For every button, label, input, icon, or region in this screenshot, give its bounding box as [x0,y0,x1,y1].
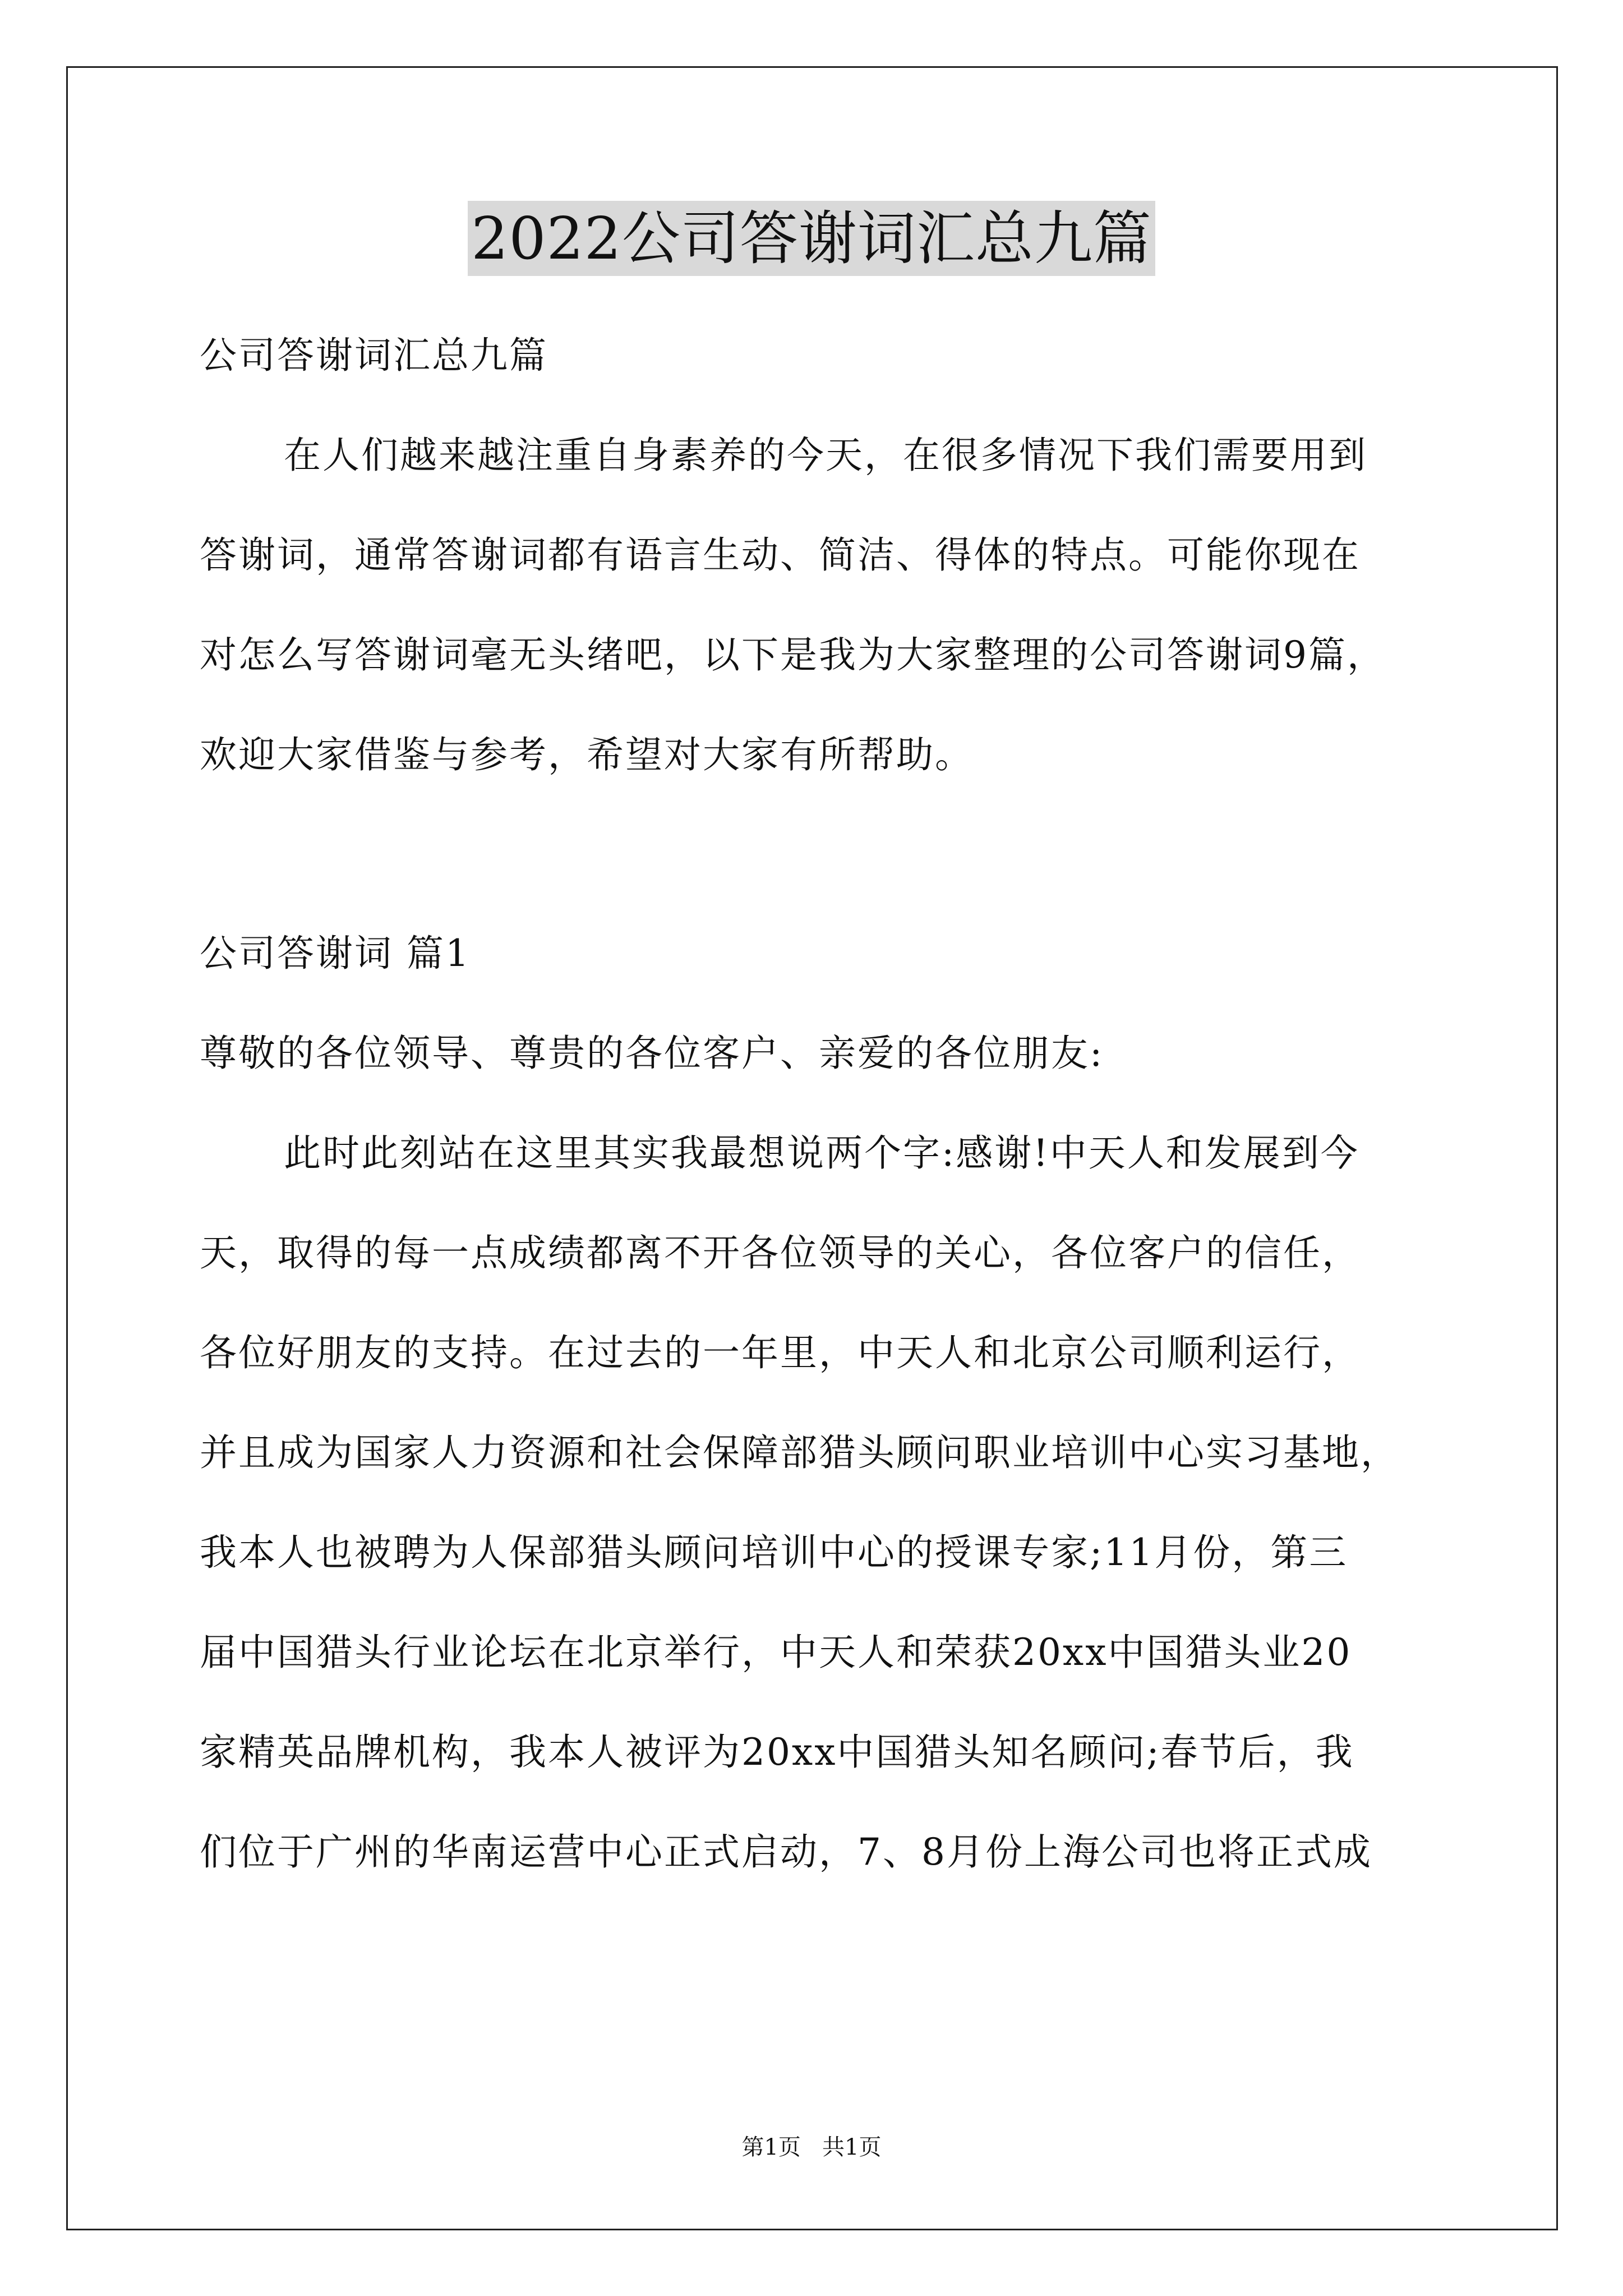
document-subtitle: 公司答谢词汇总九篇 [200,334,548,377]
document-body [200,306,1456,1902]
intro-line: 答谢词，通常答谢词都有语言生动、简洁、得体的特点。可能你现在 [200,533,1361,577]
intro-line: 对怎么写答谢词毫无头绪吧，以下是我为大家整理的公司答谢词9篇， [200,633,1386,677]
body-line: 天，取得的每一点成绩都离不开各位领导的关心，各位客户的信任， [200,1231,1361,1274]
body-line: 此时此刻站在这里其实我最想说两个字:感谢!中天人和发展到今 [284,1131,1359,1175]
salutation: 尊敬的各位领导、尊贵的各位客户、亲爱的各位朋友: [200,1032,1104,1075]
body-line: 们位于广州的华南运营中心正式启动，7、8月份上海公司也将正式成 [200,1830,1372,1874]
title-container [0,201,1623,276]
intro-line: 欢迎大家借鉴与参考，希望对大家有所帮助。 [200,733,974,776]
body-line: 各位好朋友的支持。在过去的一年里，中天人和北京公司顺利运行， [200,1331,1361,1374]
body-line: 家精英品牌机构，我本人被评为20xx中国猎头知名顾问;春节后，我 [200,1731,1354,1774]
body-line: 我本人也被聘为人保部猎头顾问培训中心的授课专家;11月份，第三 [200,1531,1348,1574]
section-heading: 公司答谢词 篇1 [200,932,471,975]
document-title: 2022公司答谢词汇总九篇 [468,201,1155,276]
intro-line: 在人们越来越注重自身素养的今天，在很多情况下我们需要用到 [284,434,1367,477]
body-line: 届中国猎头行业论坛在北京举行，中天人和荣获20xx中国猎头业20 [200,1631,1352,1674]
body-line: 并且成为国家人力资源和社会保障部猎头顾问职业培训中心实习基地， [200,1431,1399,1474]
paragraph-gap [200,805,1456,904]
page-footer: 第1页 共1页 [741,2134,882,2160]
